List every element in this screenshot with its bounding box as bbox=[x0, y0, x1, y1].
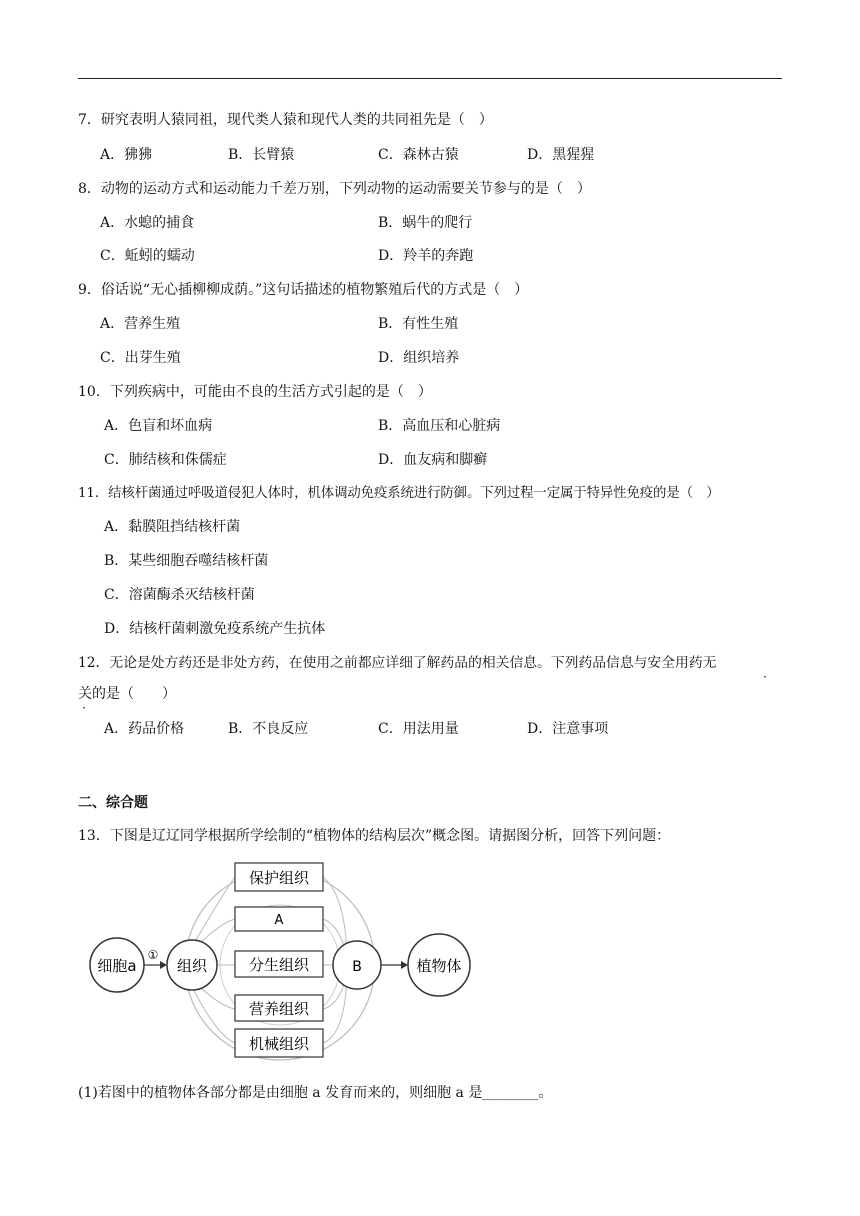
arrow-head bbox=[160, 961, 167, 969]
tissue-box-label: A bbox=[274, 913, 284, 928]
question-10-stem: 10．下列疾病中，可能由不良的生活方式引起的是（ ） bbox=[78, 384, 432, 400]
q7-option-a[interactable]: A．狒狒 bbox=[100, 147, 153, 163]
q10-option-b[interactable]: B．高血压和心脏病 bbox=[378, 418, 501, 434]
tissue-box-label: 保护组织 bbox=[248, 869, 310, 887]
tissue-label: 组织 bbox=[176, 957, 208, 975]
q7-option-d[interactable]: D．黑猩猩 bbox=[527, 147, 595, 163]
tissue-box-label: 机械组织 bbox=[248, 1035, 310, 1053]
question-7-stem: 7．研究表明人猿同祖，现代类人猿和现代人类的共同祖先是（ ） bbox=[78, 112, 493, 128]
cell-a-label: 细胞a bbox=[97, 957, 137, 975]
q11-option-b[interactable]: B．某些细胞吞噬结核杆菌 bbox=[104, 553, 269, 569]
q9-option-c[interactable]: C．出芽生殖 bbox=[100, 350, 181, 366]
q8-option-d[interactable]: D．羚羊的奔跑 bbox=[378, 248, 474, 264]
question-12-stem-line2: 关的是（ ） bbox=[78, 686, 176, 702]
q10-option-d[interactable]: D．血友病和脚癣 bbox=[378, 452, 488, 468]
emphasis-dot: · bbox=[82, 701, 86, 715]
q9-option-b[interactable]: B．有性生殖 bbox=[378, 316, 459, 332]
q12-option-b[interactable]: B．不良反应 bbox=[228, 721, 309, 737]
arrow-head bbox=[401, 961, 408, 969]
q12-option-c[interactable]: C．用法用量 bbox=[378, 721, 459, 737]
step-1-label: ① bbox=[147, 948, 159, 962]
tissue-box-label: 分生组织 bbox=[248, 956, 310, 974]
q9-option-a[interactable]: A．营养生殖 bbox=[100, 316, 181, 332]
plant-label: 植物体 bbox=[416, 957, 462, 975]
concept-diagram bbox=[85, 855, 485, 1065]
q7-option-b[interactable]: B．长臂猿 bbox=[228, 147, 295, 163]
question-13-stem: 13．下图是辽辽同学根据所学绘制的“植物体的结构层次”概念图。请据图分析，回答下列问题： bbox=[78, 828, 671, 844]
q12-option-a[interactable]: A．药品价格 bbox=[104, 721, 185, 737]
q11-option-d[interactable]: D．结核杆菌刺激免疫系统产生抗体 bbox=[104, 621, 326, 637]
question-12-stem-line1: 12．无论是处方药还是非处方药，在使用之前都应详细了解药品的相关信息。下列药品信息与安全用药无 bbox=[78, 655, 717, 671]
header-rule bbox=[78, 78, 782, 79]
section-title: 二、综合题 bbox=[78, 795, 148, 811]
q11-option-a[interactable]: A．黏膜阻挡结核杆菌 bbox=[104, 519, 241, 535]
question-13-sub1: (1)若图中的植物体各部分都是由细胞 a 发育而来的，则细胞 a 是________。 bbox=[78, 1085, 553, 1101]
q9-option-d[interactable]: D．组织培养 bbox=[378, 350, 460, 366]
q12-option-d[interactable]: D．注意事项 bbox=[527, 721, 609, 737]
question-8-stem: 8．动物的运动方式和运动能力千差万别，下列动物的运动需要关节参与的是（ ） bbox=[78, 181, 591, 197]
q11-option-c[interactable]: C．溶菌酶杀灭结核杆菌 bbox=[104, 587, 255, 603]
emphasis-dot: · bbox=[763, 670, 767, 684]
question-9-stem: 9．俗话说“无心插柳柳成荫。”这句话描述的植物繁殖后代的方式是（ ） bbox=[78, 282, 529, 298]
q7-option-c[interactable]: C．森林古猿 bbox=[378, 147, 459, 163]
organ-b-label: B bbox=[352, 959, 362, 975]
q10-option-c[interactable]: C．肺结核和侏儒症 bbox=[104, 452, 227, 468]
q8-option-b[interactable]: B．蜗牛的爬行 bbox=[378, 215, 473, 231]
q8-option-c[interactable]: C．蚯蚓的蠕动 bbox=[100, 248, 195, 264]
q8-option-a[interactable]: A．水螅的捕食 bbox=[100, 215, 195, 231]
q10-option-a[interactable]: A．色盲和坏血病 bbox=[104, 418, 213, 434]
tissue-box-label: 营养组织 bbox=[248, 1000, 310, 1018]
question-11-stem: 11．结核杆菌通过呼吸道侵犯人体时，机体调动免疫系统进行防御。下列过程一定属于特异性免疫的是（ ） bbox=[78, 486, 720, 501]
